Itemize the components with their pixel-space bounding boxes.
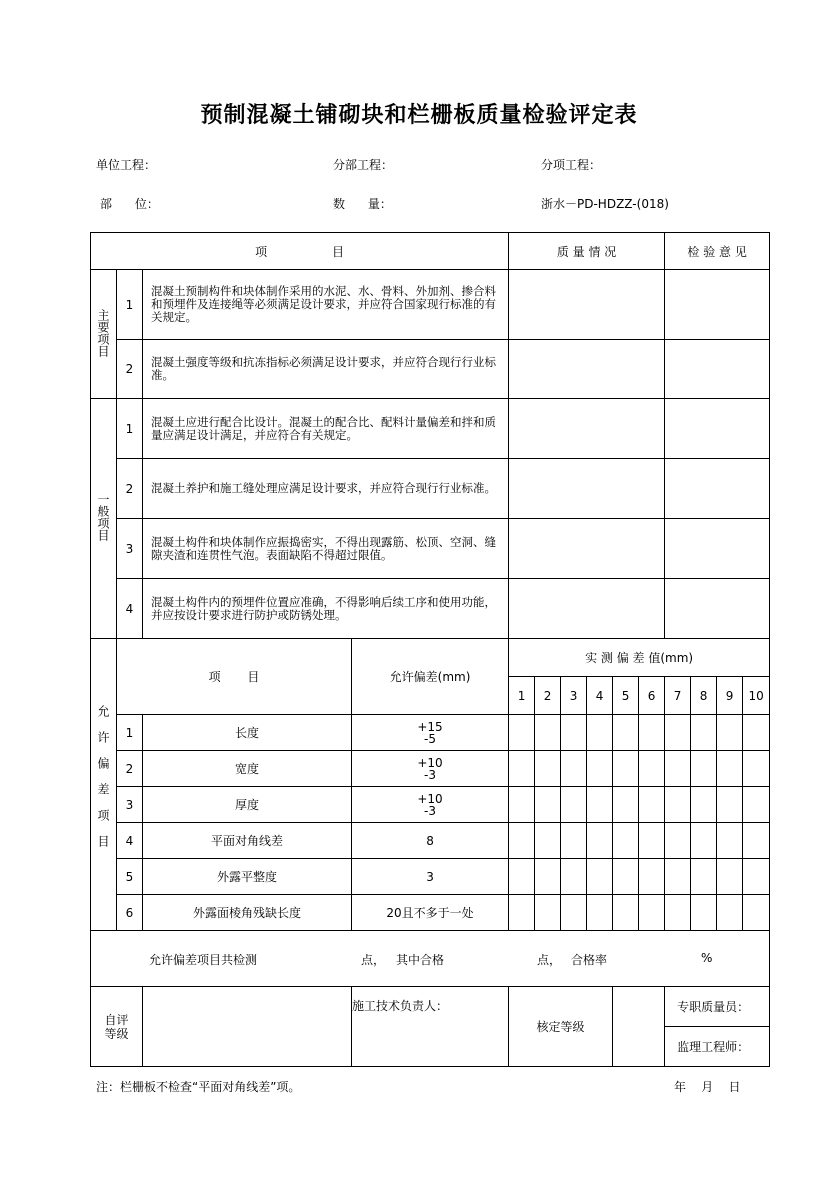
measured-cell[interactable] [743, 787, 770, 823]
general-item-row [91, 579, 770, 639]
requirement-text: 混凝土强度等级和抗冻指标必须满足设计要求，并应符合现行行业标准。 [143, 340, 509, 399]
quality-cell[interactable] [509, 459, 665, 519]
signoff-row [91, 987, 770, 1027]
measurement-index: 6 [639, 677, 665, 715]
deviation-item-name: 长度 [143, 715, 352, 751]
deviation-row [91, 787, 770, 823]
quality-header: 质 量 情 况 [509, 233, 665, 270]
allowed-deviation: 8 [352, 823, 509, 859]
opinion-cell[interactable] [665, 399, 770, 459]
page-title: 预制混凝土铺砌块和栏栅板质量检验评定表 [200, 103, 638, 128]
measured-cell[interactable] [509, 895, 535, 931]
table-header-row [91, 233, 770, 270]
deviation-item-name: 平面对角线差 [143, 823, 352, 859]
opinion-cell[interactable] [665, 579, 770, 639]
deviation-group [91, 639, 117, 931]
measured-cell[interactable] [665, 859, 691, 895]
main-item-row [91, 340, 770, 399]
verified-grade-cell[interactable] [613, 987, 665, 1067]
measured-cell[interactable] [665, 823, 691, 859]
measured-cell[interactable] [639, 715, 665, 751]
measured-cell[interactable] [665, 895, 691, 931]
measured-cell[interactable] [743, 715, 770, 751]
opinion-cell[interactable] [665, 340, 770, 399]
requirement-text: 混凝土养护和施工缝处理应满足设计要求，并应符合现行行业标准。 [143, 459, 509, 519]
deviation-row [91, 895, 770, 931]
measurement-index: 8 [691, 677, 717, 715]
row-number: 2 [117, 751, 143, 787]
allowed-upper: +10 [417, 791, 443, 806]
measured-cell[interactable] [587, 823, 613, 859]
deviation-item-name: 外露面棱角残缺长度 [143, 895, 352, 931]
verified-grade-label: 核定等级 [509, 987, 613, 1067]
allowed-lower: -3 [424, 767, 436, 782]
measured-cell[interactable] [561, 823, 587, 859]
row-number: 6 [117, 895, 143, 931]
measured-cell[interactable] [691, 715, 717, 751]
opinion-header: 检 验 意 见 [665, 233, 770, 270]
quality-cell[interactable] [509, 270, 665, 340]
general-items-group [91, 399, 117, 639]
unit-project-label: 单位工程： [96, 158, 157, 172]
opinion-cell[interactable] [665, 270, 770, 340]
summary-points-a: 点， [361, 953, 386, 967]
date-line: 年 月 日 [674, 1080, 741, 1094]
deviation-row [91, 715, 770, 751]
tech-lead-label: 施工技术负责人： [352, 999, 449, 1013]
measured-cell[interactable] [743, 751, 770, 787]
measured-cell[interactable] [639, 823, 665, 859]
measured-cell[interactable] [665, 751, 691, 787]
measured-cell[interactable] [691, 895, 717, 931]
quality-officer-label: 专职质量员： [665, 987, 770, 1027]
summary-rate-label: 合格率 [571, 953, 608, 967]
row-number: 3 [117, 787, 143, 823]
measured-cell[interactable] [743, 859, 770, 895]
self-eval-text: 自评等级 [104, 1012, 129, 1041]
measured-cell[interactable] [639, 751, 665, 787]
main-items-group [91, 270, 117, 399]
requirement-text: 混凝土构件内的预埋件位置应准确，不得影响后续工序和使用功能，并应按设计要求进行防护或防锈处理。 [143, 579, 509, 639]
measured-cell[interactable] [509, 715, 535, 751]
general-item-row [91, 399, 770, 459]
main-item-row [91, 270, 770, 340]
measurement-index: 5 [613, 677, 639, 715]
measured-cell[interactable] [587, 715, 613, 751]
opinion-cell[interactable] [665, 519, 770, 579]
quantity-label: 数 量： [333, 197, 392, 211]
measured-cell[interactable] [717, 895, 743, 931]
deviation-item-name: 外露平整度 [143, 859, 352, 895]
measured-cell[interactable] [717, 715, 743, 751]
requirement-text: 混凝土预制构件和块体制作采用的水泥、水、骨料、外加剂、掺合料和预埋件及连接绳等必须满足设计要求，并应符合国家现行标准的有关规定。 [143, 270, 509, 340]
general-item-row [91, 519, 770, 579]
deviation-row [91, 751, 770, 787]
main-items-label: 主要项目 [96, 308, 110, 357]
deviation-item-name: 宽度 [143, 751, 352, 787]
location-label: 部 位： [100, 197, 159, 211]
inspection-table [90, 232, 770, 1067]
measured-cell[interactable] [535, 895, 561, 931]
row-number: 2 [117, 340, 143, 399]
measurement-index: 10 [743, 677, 770, 715]
requirement-text: 混凝土构件和块体制作应振捣密实，不得出现露筋、松顶、空洞、缝隙夹渣和连贯性气泡。表面缺陷不得超过限值。 [143, 519, 509, 579]
measured-cell[interactable] [613, 823, 639, 859]
row-number: 1 [117, 715, 143, 751]
measured-cell[interactable] [665, 787, 691, 823]
row-number: 5 [117, 859, 143, 895]
measured-cell[interactable] [587, 787, 613, 823]
self-eval-grade-cell[interactable] [143, 987, 352, 1067]
row-number: 1 [117, 399, 143, 459]
measured-cell[interactable] [717, 787, 743, 823]
self-eval-label [91, 987, 143, 1067]
deviation-item-name: 厚度 [143, 787, 352, 823]
measured-cell[interactable] [613, 859, 639, 895]
deviation-row [91, 823, 770, 859]
requirement-text: 混凝土应进行配合比设计。混凝土的配合比、配料计量偏差和拌和质量应满足设计满足，并应符合有关规定。 [143, 399, 509, 459]
allowed-lower: -3 [424, 803, 436, 818]
measured-cell[interactable] [613, 787, 639, 823]
measured-deviation-header: 实 测 偏 差 值(mm) [509, 639, 770, 677]
measured-cell[interactable] [535, 859, 561, 895]
row-number: 1 [117, 270, 143, 340]
summary-passed-label: 其中合格 [396, 953, 445, 967]
tech-lead-cell [352, 987, 509, 1067]
measured-cell[interactable] [639, 859, 665, 895]
summary-row [91, 931, 770, 987]
measured-cell[interactable] [561, 787, 587, 823]
measured-cell[interactable] [639, 787, 665, 823]
measured-cell[interactable] [561, 751, 587, 787]
allowed-deviation: 20且不多于一处 [352, 895, 509, 931]
measured-cell[interactable] [587, 859, 613, 895]
deviation-row [91, 859, 770, 895]
general-item-row [91, 459, 770, 519]
measured-cell[interactable] [717, 751, 743, 787]
measured-cell[interactable] [691, 787, 717, 823]
summary-cell [91, 931, 770, 987]
measured-cell[interactable] [535, 787, 561, 823]
supervisor-label: 监理工程师： [665, 1027, 770, 1067]
measured-cell[interactable] [665, 715, 691, 751]
allowed-deviation-header: 允许偏差(mm) [352, 639, 509, 715]
division-project-label: 分部工程： [333, 158, 394, 172]
row-number: 2 [117, 459, 143, 519]
measured-cell[interactable] [587, 751, 613, 787]
row-number: 4 [117, 823, 143, 859]
quality-cell[interactable] [509, 579, 665, 639]
measured-cell[interactable] [613, 895, 639, 931]
quality-cell[interactable] [509, 399, 665, 459]
form-code: 浙水－PD-HDZZ-(018) [541, 197, 669, 211]
allowed-deviation [352, 787, 509, 823]
measured-cell[interactable] [717, 859, 743, 895]
row-number: 3 [117, 519, 143, 579]
deviation-header-row [91, 639, 770, 677]
measurement-index: 7 [665, 677, 691, 715]
measured-cell[interactable] [561, 859, 587, 895]
measurement-index: 9 [717, 677, 743, 715]
measured-cell[interactable] [561, 895, 587, 931]
measured-cell[interactable] [509, 787, 535, 823]
measurement-index: 2 [535, 677, 561, 715]
opinion-cell[interactable] [665, 459, 770, 519]
general-items-label: 一般项目 [96, 493, 110, 541]
measured-cell[interactable] [509, 823, 535, 859]
measured-cell[interactable] [743, 823, 770, 859]
quality-cell[interactable] [509, 340, 665, 399]
measured-cell[interactable] [535, 823, 561, 859]
summary-checked-label: 允许偏差项目共检测 [149, 953, 258, 967]
measured-cell[interactable] [509, 859, 535, 895]
allowed-lower: -5 [424, 731, 436, 746]
allowed-deviation [352, 751, 509, 787]
deviation-label: 允许偏差项目 [96, 705, 110, 861]
measured-cell[interactable] [561, 715, 587, 751]
measured-cell[interactable] [587, 895, 613, 931]
item-project-label: 分项工程： [541, 158, 602, 172]
row-number: 4 [117, 579, 143, 639]
measured-cell[interactable] [691, 859, 717, 895]
measured-cell[interactable] [743, 895, 770, 931]
allowed-deviation [352, 715, 509, 751]
measured-cell[interactable] [717, 823, 743, 859]
footnote: 注：栏栅板不检查“平面对角线差”项。 [96, 1080, 301, 1094]
item-header: 项 目 [91, 233, 509, 270]
measured-cell[interactable] [535, 715, 561, 751]
measurement-index: 1 [509, 677, 535, 715]
allowed-upper: +15 [417, 719, 443, 734]
measured-cell[interactable] [613, 715, 639, 751]
measurement-index: 3 [561, 677, 587, 715]
allowed-upper: +10 [417, 755, 443, 770]
measured-cell[interactable] [613, 751, 639, 787]
measurement-index: 4 [587, 677, 613, 715]
quality-cell[interactable] [509, 519, 665, 579]
measured-cell[interactable] [691, 823, 717, 859]
allowed-deviation: 3 [352, 859, 509, 895]
measured-cell[interactable] [535, 751, 561, 787]
measured-cell[interactable] [509, 751, 535, 787]
deviation-item-header: 项 目 [117, 639, 352, 715]
measured-cell[interactable] [691, 751, 717, 787]
measured-cell[interactable] [639, 895, 665, 931]
summary-points-b: 点， [537, 953, 562, 967]
summary-percent: % [701, 951, 713, 965]
